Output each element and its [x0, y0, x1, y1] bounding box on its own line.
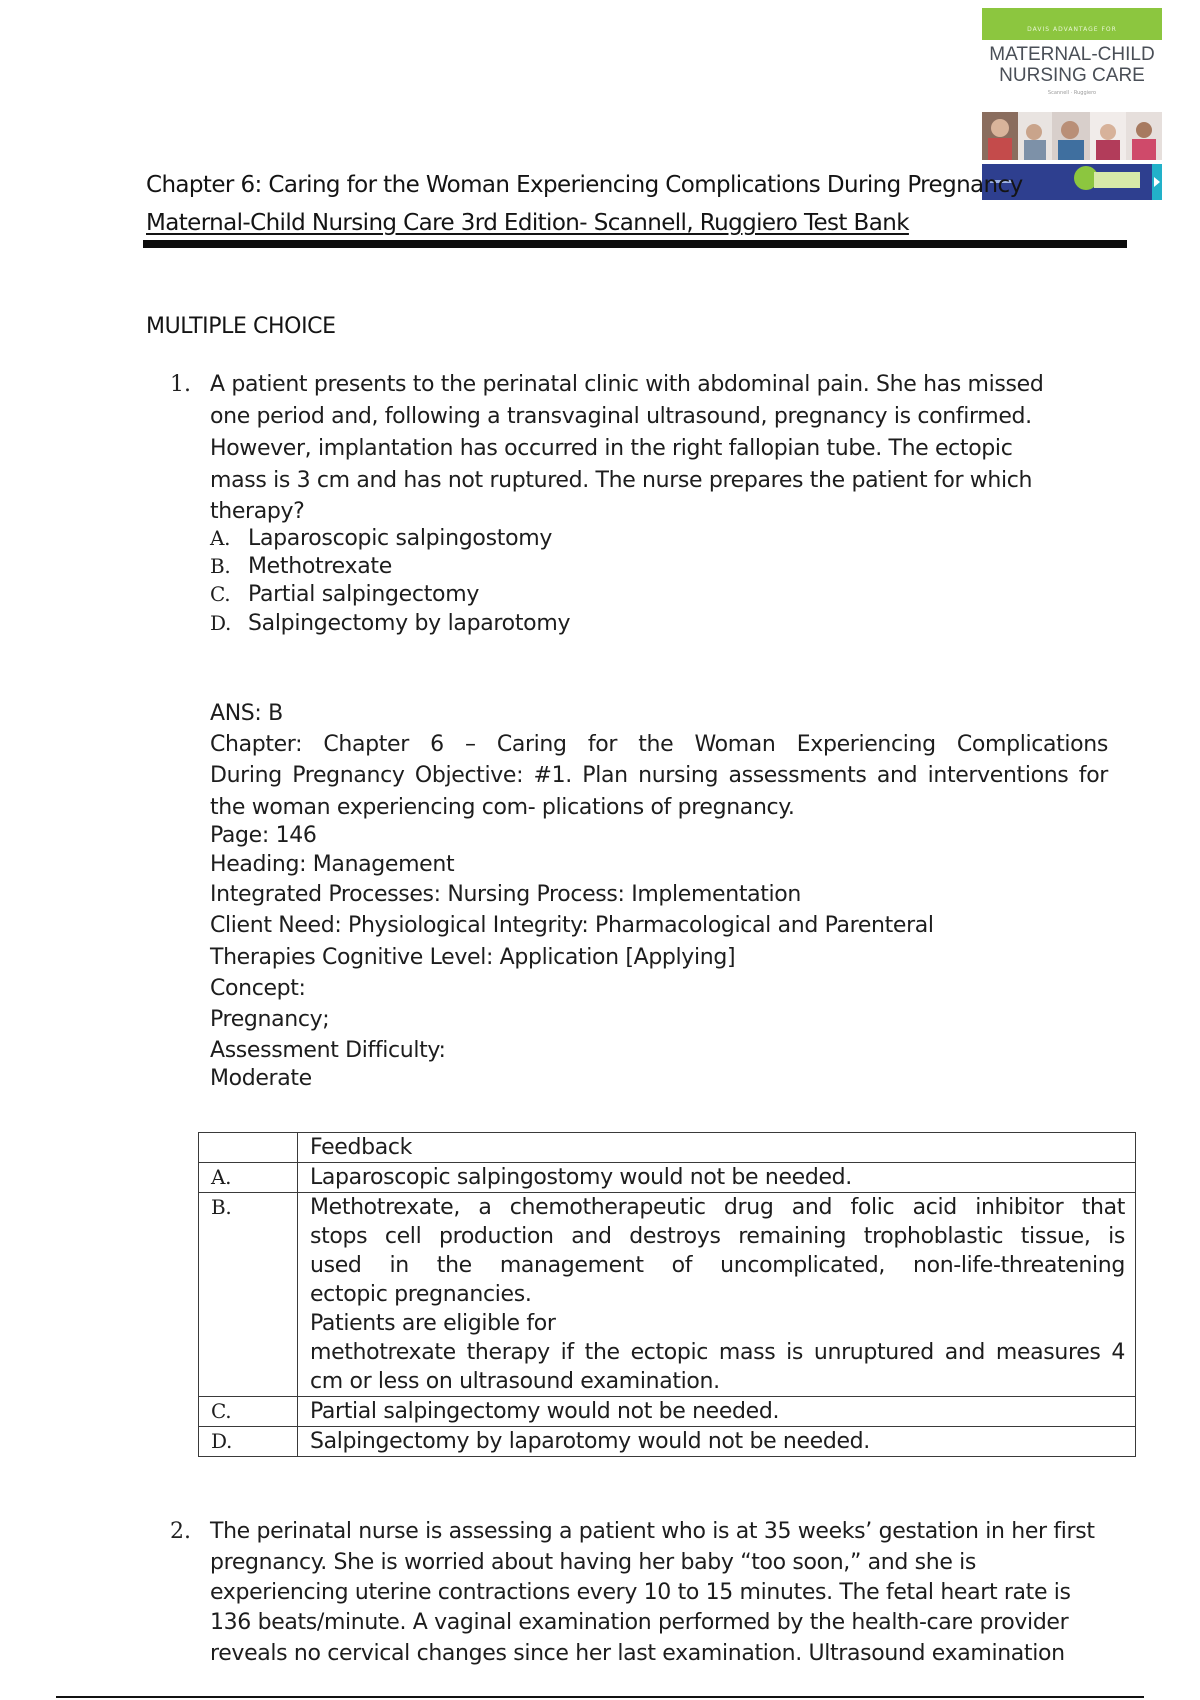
table-header-row [199, 1133, 1136, 1163]
question-2-stem-line: The perinatal nurse is assessing a patient who is at 35 weeks’ gestation in her first [210, 1519, 1095, 1544]
table-header-cell: Feedback [298, 1133, 1136, 1163]
feedback-line: methotrexate therapy if the ectopic mass is unruptured and measures 4 [310, 1340, 1125, 1365]
option-text: Methotrexate [248, 554, 392, 579]
cover-photo-collage [982, 112, 1162, 160]
table-cell-letter: B. [199, 1193, 298, 1397]
meta-line: Concept: [210, 976, 306, 1001]
meta-line: Chapter: Chapter 6 – Caring for the Woman Experiencing Complications [210, 732, 1108, 757]
option-letter: D. [210, 611, 232, 635]
footer-divider [56, 1696, 1144, 1698]
feedback-line: Patients are eligible for [310, 1311, 556, 1336]
question-1-stem-line: therapy? [210, 499, 305, 524]
answer-key: ANS: B [210, 701, 283, 726]
chapter-title: Chapter 6: Caring for the Woman Experiencing Complications During Pregnancy [146, 172, 1023, 198]
header-divider [143, 240, 1127, 248]
option-letter: A. [210, 526, 231, 550]
table-row [199, 1397, 1136, 1427]
feedback-line: Salpingectomy by laparotomy would not be needed. [310, 1429, 870, 1454]
table-cell [199, 1133, 298, 1163]
option-text: Laparoscopic salpingostomy [248, 526, 553, 551]
table-cell-letter: D. [199, 1427, 298, 1457]
cover-authors: Scannell · Ruggiero [1047, 90, 1097, 96]
question-2-number: 2. [170, 1519, 191, 1544]
option-text: Salpingectomy by laparotomy [248, 611, 571, 636]
table-row [199, 1163, 1136, 1193]
table-cell-feedback [298, 1397, 1136, 1427]
meta-line: During Pregnancy Objective: #1. Plan nursing assessments and interventions for [210, 763, 1108, 788]
meta-line: Integrated Processes: Nursing Process: Implementation [210, 882, 801, 907]
question-2-stem-line: 136 beats/minute. A vaginal examination performed by the health-care provider [210, 1610, 1069, 1635]
question-1-stem-line: A patient presents to the perinatal clinic with abdominal pain. She has missed [210, 372, 1044, 397]
cover-band: DAVIS ADVANTAGE FOR [982, 8, 1162, 40]
meta-line: Heading: Management [210, 852, 455, 877]
meta-line: the woman experiencing com- plications of pregnancy. [210, 795, 795, 820]
meta-line: Page: 146 [210, 823, 317, 848]
meta-line: Client Need: Physiological Integrity: Pharmacological and Parenteral [210, 913, 934, 938]
table-cell-letter: A. [199, 1163, 298, 1193]
book-title: Maternal-Child Nursing Care 3rd Edition- Scannell, Ruggiero Test Bank [146, 210, 909, 236]
section-heading: MULTIPLE CHOICE [146, 314, 336, 339]
meta-line: Moderate [210, 1066, 312, 1091]
option-letter: B. [210, 554, 231, 578]
book-cover-image [982, 8, 1162, 198]
cover-title [982, 44, 1162, 86]
option-a [210, 526, 552, 551]
table-cell-feedback [298, 1193, 1136, 1397]
question-1-stem-line: one period and, following a transvaginal ultrasound, pregnancy is confirmed. [210, 404, 1032, 429]
option-c [210, 582, 479, 607]
feedback-line: cm or less on ultrasound examination. [310, 1369, 720, 1394]
table-cell-feedback [298, 1427, 1136, 1457]
option-letter: C. [210, 582, 231, 606]
option-b [210, 554, 392, 579]
option-text: Partial salpingectomy [248, 582, 480, 607]
table-row [199, 1193, 1136, 1397]
feedback-line: Partial salpingectomy would not be needed. [310, 1399, 780, 1424]
feedback-line: Methotrexate, a chemotherapeutic drug and folic acid inhibitor that [310, 1195, 1125, 1220]
meta-line: Pregnancy; [210, 1007, 330, 1032]
question-1-stem-line: However, implantation has occurred in the right fallopian tube. The ectopic [210, 436, 1013, 461]
cover-title-line1: MATERNAL-CHILD [989, 44, 1155, 65]
option-d [210, 611, 570, 636]
meta-line: Therapies Cognitive Level: Application [Applying] [210, 945, 736, 970]
question-1-number: 1. [170, 372, 191, 397]
table-row [199, 1427, 1136, 1457]
question-2-stem-line: pregnancy. She is worried about having her baby “too soon,” and she is [210, 1550, 977, 1575]
feedback-line: Laparoscopic salpingostomy would not be needed. [310, 1165, 852, 1190]
cover-title-line2: NURSING CARE [999, 65, 1145, 86]
feedback-line: ectopic pregnancies. [310, 1282, 532, 1307]
feedback-table [198, 1132, 1136, 1457]
feedback-line: used in the management of uncomplicated, non-life-threatening [310, 1253, 1125, 1278]
question-2-stem-line: reveals no cervical changes since her last examination. Ultrasound examination [210, 1641, 1065, 1666]
feedback-line: stops cell production and destroys remaining trophoblastic tissue, is [310, 1224, 1125, 1249]
table-cell-feedback [298, 1163, 1136, 1193]
meta-line: Assessment Difficulty: [210, 1038, 446, 1063]
table-cell-letter: C. [199, 1397, 298, 1427]
question-2-stem-line: experiencing uterine contractions every 10 to 15 minutes. The fetal heart rate is [210, 1580, 1071, 1605]
question-1-stem-line: mass is 3 cm and has not ruptured. The nurse prepares the patient for which [210, 468, 1033, 493]
